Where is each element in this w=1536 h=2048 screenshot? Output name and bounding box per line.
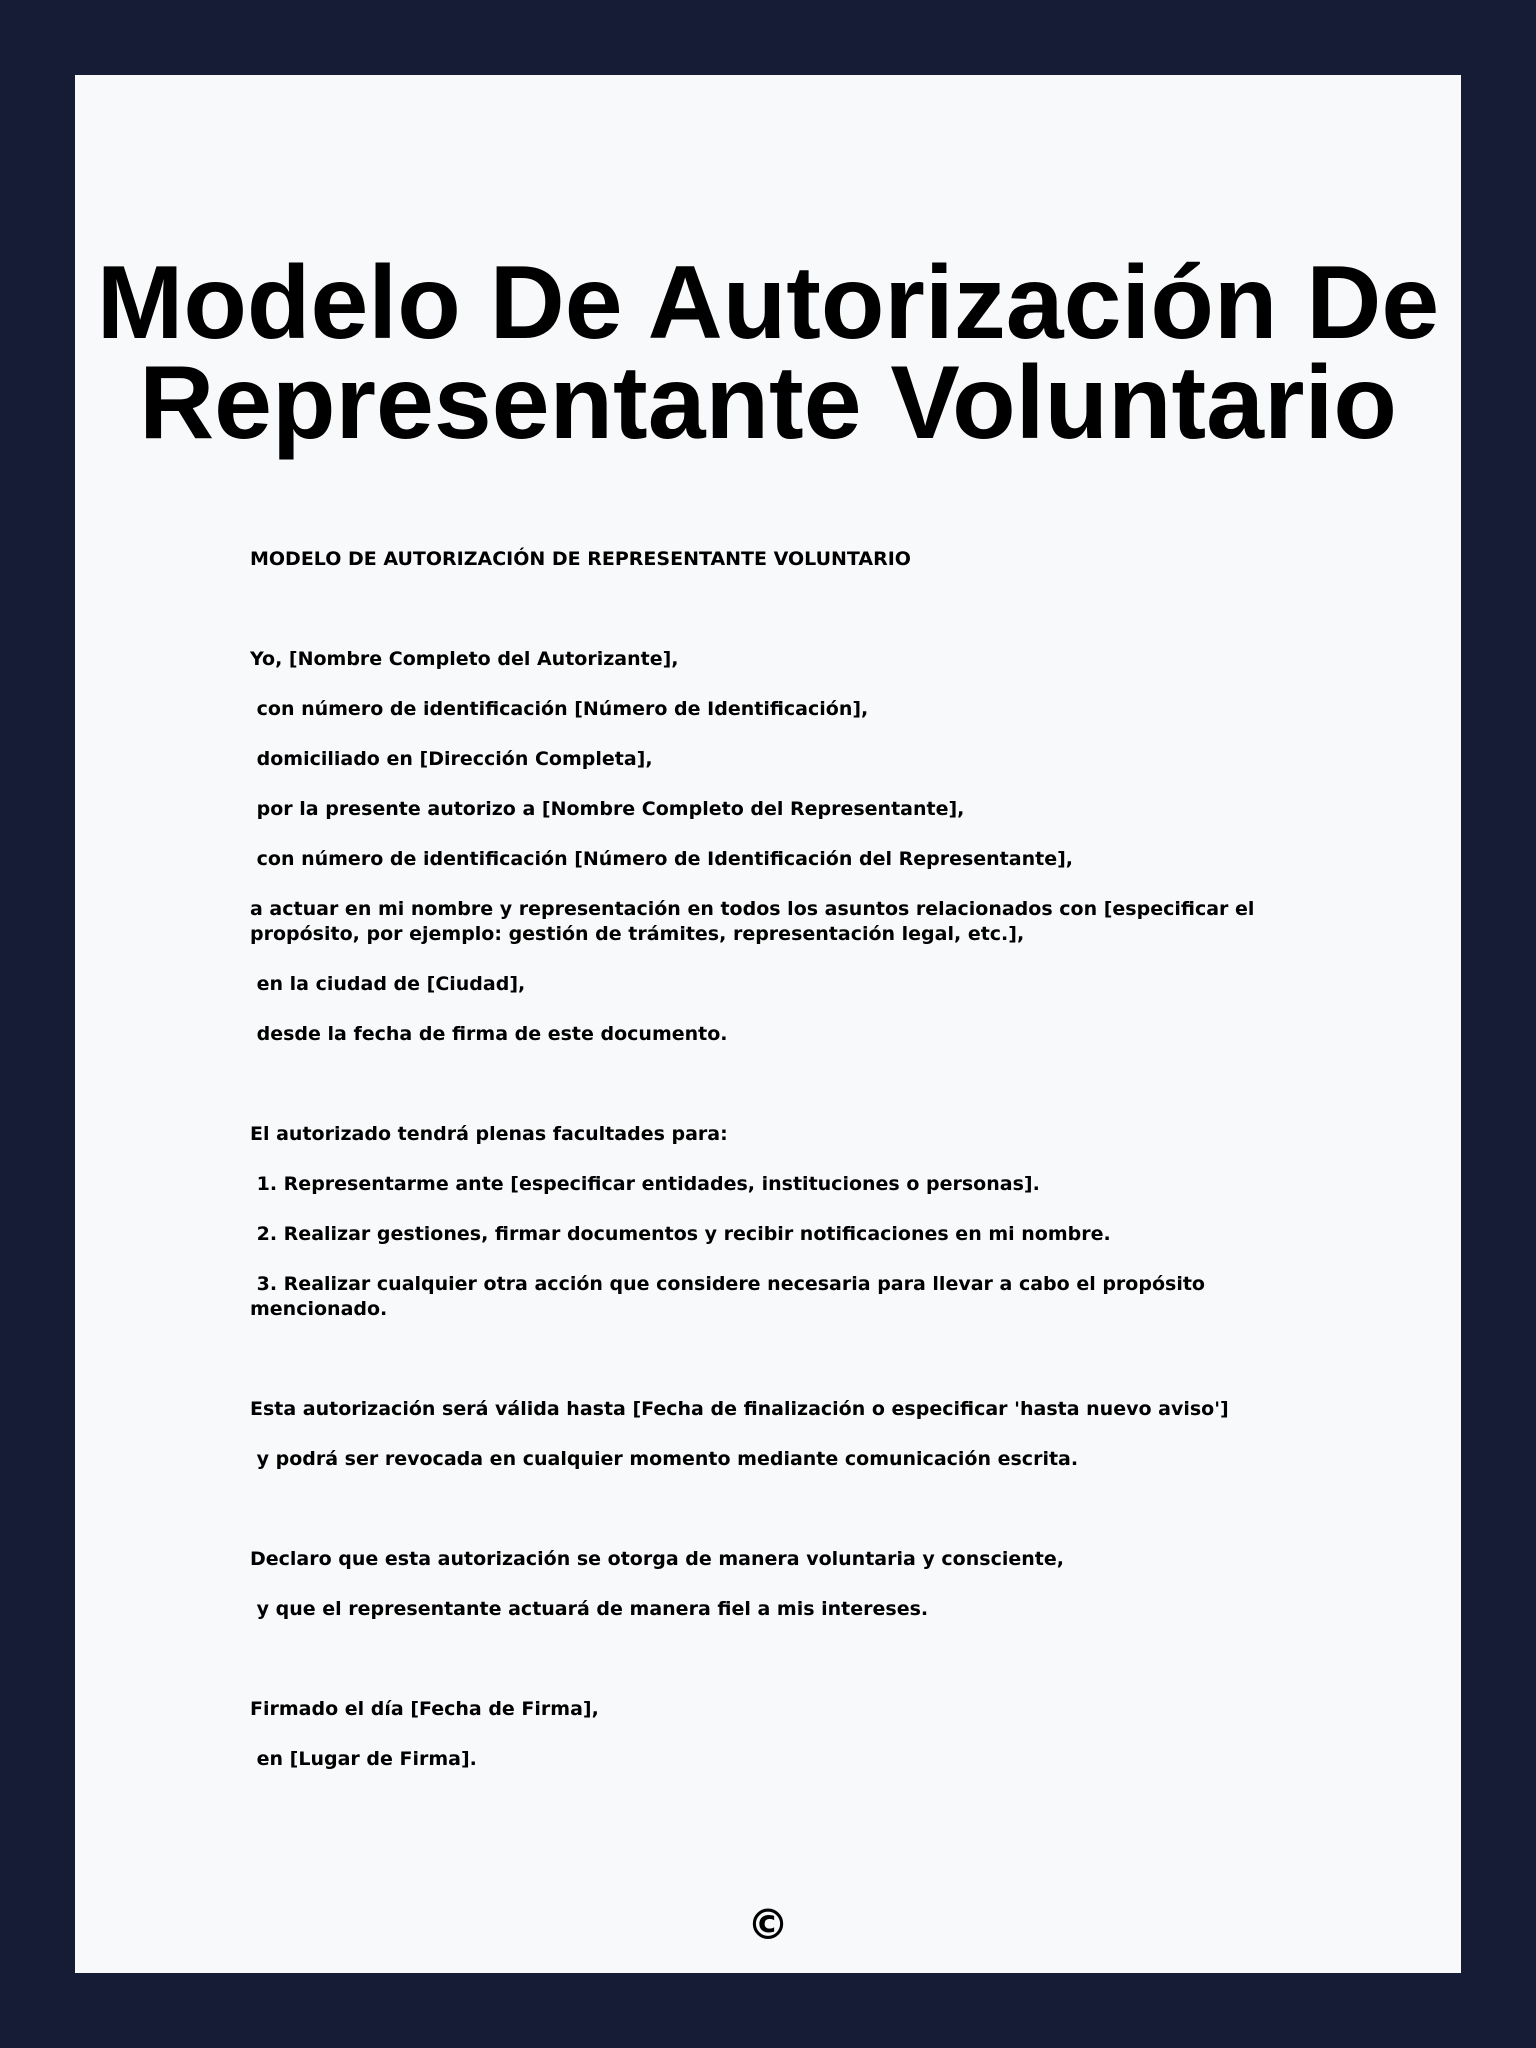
page-title: [75, 245, 1461, 461]
document-body: [250, 547, 1330, 1772]
list-item: 1. Representarme ante [especificar entidades, instituciones o personas].: [250, 1173, 1040, 1195]
paragraph-line: en la ciudad de [Ciudad],: [250, 973, 526, 995]
paragraph-line: a actuar en mi nombre y representación en todos los asuntos relacionados con [especificar el propósito, por ejemplo: gestión de trámites, representación legal, etc.],: [250, 898, 1262, 945]
paragraph-line: Yo, [Nombre Completo del Autorizante],: [250, 648, 679, 670]
paragraph-line: con número de identificación [Número de Identificación],: [250, 698, 869, 720]
signature-date-line: Firmado el día [Fecha de Firma],: [250, 1698, 599, 1720]
document-heading: MODELO DE AUTORIZACIÓN DE REPRESENTANTE VOLUNTARIO: [250, 548, 911, 570]
page-title-line-2: Representante Voluntario: [139, 345, 1397, 461]
paragraph-line: y que el representante actuará de manera fiel a mis intereses.: [250, 1598, 929, 1620]
copyright-icon: ©: [747, 1900, 789, 1949]
signature-place-line: en [Lugar de Firma].: [250, 1748, 477, 1770]
paragraph-line: y podrá ser revocada en cualquier momento mediante comunicación escrita.: [250, 1448, 1079, 1470]
paragraph-line: domiciliado en [Dirección Completa],: [250, 748, 653, 770]
paragraph-line: por la presente autorizo a [Nombre Completo del Representante],: [250, 798, 965, 820]
list-item: 3. Realizar cualquier otra acción que considere necesaria para llevar a cabo el propósito mencionado.: [250, 1273, 1212, 1320]
paragraph-line: El autorizado tendrá plenas facultades para:: [250, 1123, 728, 1145]
paragraph-line: con número de identificación [Número de Identificación del Representante],: [250, 848, 1073, 870]
document-page: [75, 75, 1461, 1973]
page-title-line-1: Modelo De Autorización De: [96, 245, 1440, 361]
list-item: 2. Realizar gestiones, firmar documentos y recibir notificaciones en mi nombre.: [250, 1223, 1111, 1245]
paragraph-line: desde la fecha de firma de este documento.: [250, 1023, 728, 1045]
paragraph-line: Declaro que esta autorización se otorga de manera voluntaria y consciente,: [250, 1548, 1064, 1570]
paragraph-line: Esta autorización será válida hasta [Fecha de finalización o especificar 'hasta nuevo aviso']: [250, 1398, 1229, 1420]
